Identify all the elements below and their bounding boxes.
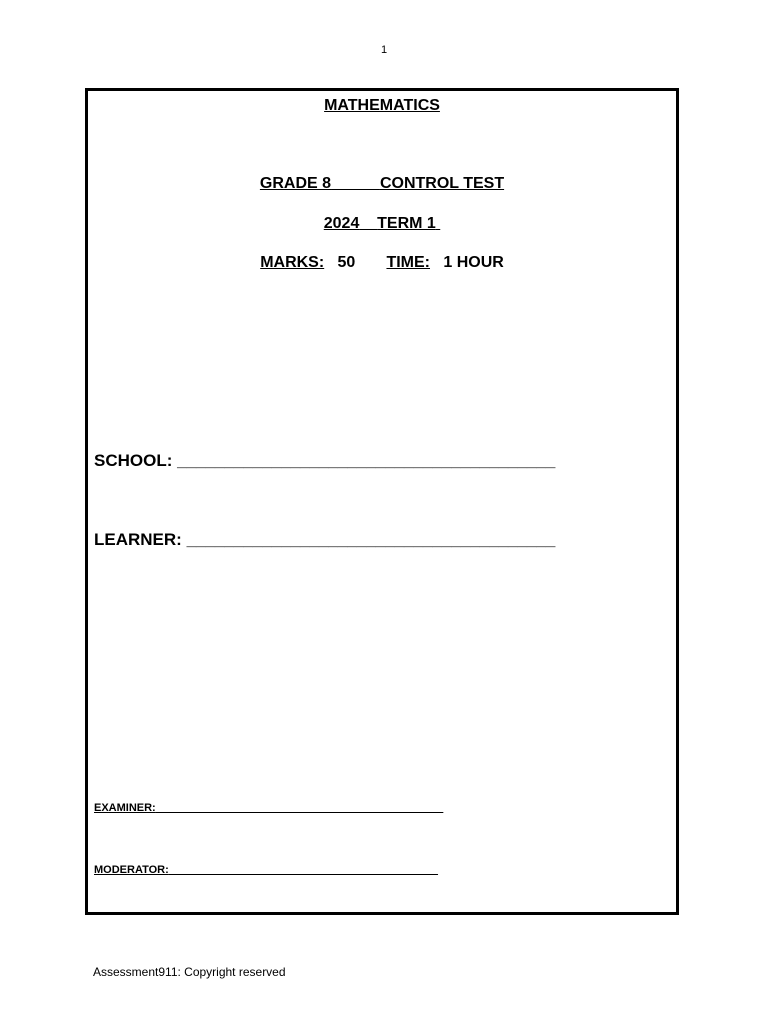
page-number: 1 (380, 44, 388, 56)
marks-time-line (88, 254, 676, 272)
subject-title: MATHEMATICS (324, 97, 440, 114)
term: TERM 1 (377, 215, 436, 232)
grade-line (88, 175, 676, 193)
school-field (94, 451, 555, 471)
year-term-line (88, 215, 676, 233)
grade-label: GRADE 8 (259, 175, 332, 192)
year: 2024 (323, 215, 360, 232)
school-input-line[interactable]: ________________________________________ (177, 451, 556, 470)
time-value: 1 HOUR (443, 254, 504, 271)
learner-input-line[interactable]: _______________________________________ (186, 530, 556, 549)
moderator-field (94, 864, 438, 876)
examiner-field (94, 802, 443, 814)
examiner-label: EXAMINER: (94, 802, 156, 814)
footer-copyright: Assessment911: Copyright reserved (93, 965, 286, 979)
marks-label: MARKS: (260, 254, 325, 271)
learner-label: LEARNER: (94, 530, 182, 549)
learner-field (94, 530, 555, 550)
cover-frame (85, 88, 679, 915)
time-label: TIME: (386, 254, 430, 271)
moderator-input-line[interactable]: ____________________________________________ (168, 864, 438, 876)
examiner-input-line[interactable]: _______________________________________________ (155, 802, 444, 814)
test-type: CONTROL TEST (379, 175, 505, 192)
marks-value: 50 (337, 254, 356, 271)
school-label: SCHOOL: (94, 451, 173, 470)
moderator-label: MODERATOR: (94, 864, 169, 876)
